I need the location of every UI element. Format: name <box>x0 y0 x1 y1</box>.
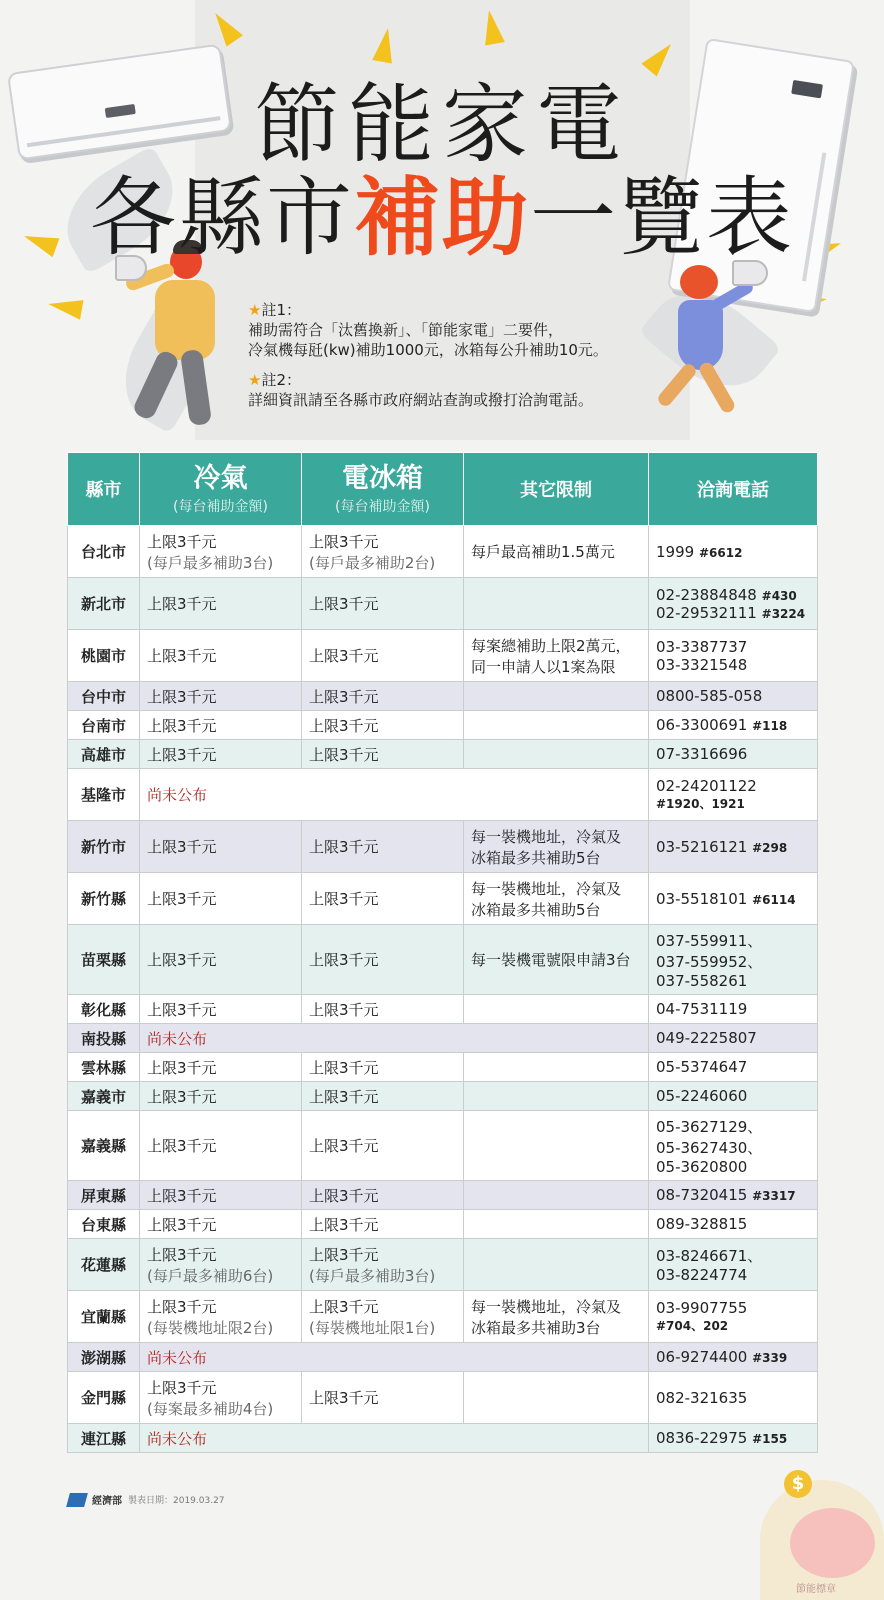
phone-cell <box>649 526 818 578</box>
ac-cell <box>140 682 302 711</box>
other-limit-cell <box>464 1111 649 1181</box>
phone-number: 06-3300691 <box>656 716 748 734</box>
table-row <box>68 821 818 873</box>
city-cell: 桃園市 <box>68 630 140 682</box>
ac-amount: 上限3千元 <box>147 595 217 613</box>
fridge-amount: 上限3千元 <box>309 647 379 665</box>
phone-number: 02-29532111 <box>656 603 757 622</box>
phone-extension: #6612 <box>698 545 743 560</box>
phone-number: 03-8224774 <box>656 1266 748 1284</box>
other-line: 同一申請人以1案為限 <box>471 657 616 676</box>
note1-line1: 補助需符合「汰舊換新」、「節能家電」二要件， <box>248 321 564 339</box>
header-phone: 洽詢電話 <box>649 453 818 526</box>
city-cell: 雲林縣 <box>68 1053 140 1082</box>
phone-extension: #6114 <box>752 892 796 907</box>
ac-amount: 上限3千元 <box>147 532 217 551</box>
footer <box>68 1492 225 1507</box>
city-cell: 台北市 <box>68 526 140 578</box>
phone-line <box>656 1348 810 1366</box>
ac-cell <box>140 1181 302 1210</box>
phone-cell <box>649 1111 818 1181</box>
phone-line <box>656 1266 810 1284</box>
star-icon: ★ <box>248 301 262 319</box>
ac-cell <box>140 995 302 1024</box>
phone-line <box>656 890 810 908</box>
phone-line <box>656 838 810 856</box>
phone-number: 05-3627129、 <box>656 1117 763 1136</box>
ac-cell <box>140 1111 302 1181</box>
phone-extension: #430 <box>761 588 797 603</box>
phone-line <box>656 1245 810 1266</box>
ac-cell <box>140 1239 302 1291</box>
phone-number: 0800-585-058 <box>656 687 763 705</box>
fridge-cell <box>302 821 464 873</box>
phone-extension: #1920、1921 <box>656 797 745 811</box>
phone-number: 082-321635 <box>656 1388 748 1407</box>
phone-cell <box>649 1291 818 1343</box>
header-fridge <box>302 453 464 526</box>
other-line: 冰箱最多共補助5台 <box>471 848 601 867</box>
energy-label-text: 節能標章 <box>796 1584 836 1595</box>
note2-label-row <box>248 370 608 390</box>
phone-number: 03-3321548 <box>656 655 748 674</box>
phone-number: 05-5374647 <box>656 1058 748 1076</box>
table-row <box>68 1239 818 1291</box>
phone-extension: #155 <box>752 1432 788 1446</box>
title-pre: 各縣市 <box>90 168 354 268</box>
ac-amount: 上限3千元 <box>147 1245 217 1264</box>
city-cell: 屏東縣 <box>68 1181 140 1210</box>
phone-extension: #704、202 <box>656 1319 729 1333</box>
table-row <box>68 711 818 740</box>
table-row <box>68 925 818 995</box>
phone-number: 07-3316696 <box>656 745 748 763</box>
phone-number: 089-328815 <box>656 1215 748 1233</box>
ac-amount: 上限3千元 <box>147 1137 217 1155</box>
other-limit-cell <box>464 630 649 682</box>
phone-number: 03-9907755 <box>656 1299 748 1317</box>
fridge-amount: 上限3千元 <box>309 1245 379 1264</box>
city-cell: 基隆市 <box>68 769 140 821</box>
fridge-cell <box>302 1239 464 1291</box>
other-line: 每戶最高補助1.5萬元 <box>471 543 615 561</box>
header-fridge-sub: (每台補助金額) <box>335 499 430 515</box>
phone-line <box>656 745 810 763</box>
fridge-cell <box>302 1372 464 1424</box>
other-line: 冰箱最多共補助5台 <box>471 900 601 919</box>
footer-org: 經濟部 <box>92 1496 122 1507</box>
phone-number: 05-2246060 <box>656 1087 748 1105</box>
note1-label: 註1： <box>261 301 301 319</box>
fridge-cell <box>302 1210 464 1239</box>
fridge-amount: 上限3千元 <box>309 745 379 764</box>
phone-number: 03-5518101 <box>656 889 748 908</box>
phone-number: 08-7320415 <box>656 1186 748 1204</box>
other-limit-cell <box>464 873 649 925</box>
phone-cell <box>649 1053 818 1082</box>
city-cell: 澎湖縣 <box>68 1343 140 1372</box>
fridge-cell <box>302 630 464 682</box>
phone-cell <box>649 682 818 711</box>
note1-line2: 冷氣機每瓩(kw)補助1000元，冰箱每公升補助10元。 <box>248 341 608 359</box>
phone-line <box>656 1000 810 1018</box>
phone-line <box>656 656 810 674</box>
header-fridge-label: 電冰箱 <box>342 463 423 494</box>
note2-label: 註2： <box>261 371 301 389</box>
phone-cell <box>649 1372 818 1424</box>
city-cell: 嘉義縣 <box>68 1111 140 1181</box>
fridge-amount: 上限3千元 <box>309 716 379 735</box>
lightning-icon <box>47 294 84 320</box>
other-limit-cell <box>464 711 649 740</box>
city-cell: 台南市 <box>68 711 140 740</box>
ministry-logo-icon <box>66 1493 88 1507</box>
city-cell: 連江縣 <box>68 1424 140 1453</box>
pending-cell: 尚未公布 <box>140 1024 649 1053</box>
ac-amount: 上限3千元 <box>147 647 217 665</box>
other-limit-cell <box>464 1239 649 1291</box>
fridge-amount: 上限3千元 <box>309 595 379 613</box>
phone-cell <box>649 1210 818 1239</box>
phone-line <box>656 1058 810 1076</box>
phone-number: 06-9274400 <box>656 1348 748 1366</box>
ac-cell <box>140 925 302 995</box>
other-line: 每一裝機地址，冷氣及 <box>471 1297 622 1316</box>
piggy-icon <box>790 1508 875 1578</box>
ac-amount: 上限3千元 <box>147 1215 217 1234</box>
fridge-amount: 上限3千元 <box>309 1186 379 1205</box>
phone-cell <box>649 578 818 630</box>
phone-line <box>656 930 810 951</box>
table-row <box>68 1424 818 1453</box>
other-limit-cell <box>464 1210 649 1239</box>
phone-line <box>656 687 810 705</box>
fridge-note: (每戶最多補助3台) <box>309 1266 436 1285</box>
ac-note: (每案最多補助4台) <box>147 1399 274 1418</box>
table-row <box>68 873 818 925</box>
fridge-amount: 上限3千元 <box>309 838 379 856</box>
title-highlight: 補助 <box>354 168 530 268</box>
table-row <box>68 1291 818 1343</box>
table-row <box>68 769 818 821</box>
ac-cell <box>140 821 302 873</box>
fridge-cell <box>302 1111 464 1181</box>
pending-cell: 尚未公布 <box>140 1343 649 1372</box>
footer-date: 製表日期：2019.03.27 <box>128 1496 225 1506</box>
fridge-amount: 上限3千元 <box>309 1297 379 1316</box>
phone-extension: #3224 <box>761 606 806 621</box>
table-row <box>68 1024 818 1053</box>
phone-extension: #118 <box>752 719 788 733</box>
fridge-cell <box>302 711 464 740</box>
other-line: 每一裝機地址，冷氣及 <box>471 879 622 898</box>
ac-cell <box>140 1372 302 1424</box>
table-row <box>68 1181 818 1210</box>
phone-cell <box>649 740 818 769</box>
phone-line <box>656 1389 810 1407</box>
ac-cell <box>140 1210 302 1239</box>
other-limit-cell <box>464 1372 649 1424</box>
ac-cell <box>140 1291 302 1343</box>
other-limit-cell <box>464 925 649 995</box>
phone-extension: #339 <box>752 1351 788 1365</box>
phone-cell <box>649 1181 818 1210</box>
fridge-cell <box>302 995 464 1024</box>
phone-line <box>656 951 810 972</box>
phone-line <box>656 638 810 656</box>
table-row <box>68 526 818 578</box>
table-row <box>68 630 818 682</box>
phone-extension: #3317 <box>752 1189 796 1203</box>
ac-amount: 上限3千元 <box>147 1000 217 1019</box>
coin-icon: $ <box>784 1470 812 1498</box>
fridge-cell <box>302 682 464 711</box>
pending-cell: 尚未公布 <box>140 1424 649 1453</box>
other-limit-cell <box>464 995 649 1024</box>
phone-line <box>656 972 810 990</box>
fridge-cell <box>302 1291 464 1343</box>
city-cell: 花蓮縣 <box>68 1239 140 1291</box>
ac-note: (每裝機地址限2台) <box>147 1318 274 1337</box>
city-cell: 台東縣 <box>68 1210 140 1239</box>
star-icon: ★ <box>248 371 262 389</box>
phone-number: 03-3387737 <box>656 637 748 656</box>
ac-cell <box>140 873 302 925</box>
ac-amount: 上限3千元 <box>147 1087 217 1106</box>
phone-number: 037-558261 <box>656 971 748 990</box>
other-limit-cell <box>464 682 649 711</box>
fridge-amount: 上限3千元 <box>309 1087 379 1106</box>
city-cell: 南投縣 <box>68 1024 140 1053</box>
other-limit-cell <box>464 526 649 578</box>
ac-amount: 上限3千元 <box>147 1378 217 1397</box>
other-limit-cell <box>464 1291 649 1343</box>
phone-number: 037-559911、 <box>656 931 763 950</box>
ac-amount: 上限3千元 <box>147 951 217 969</box>
subsidy-table <box>67 452 818 1453</box>
phone-cell <box>649 1239 818 1291</box>
fridge-cell <box>302 526 464 578</box>
fridge-amount: 上限3千元 <box>309 1058 379 1077</box>
fridge-cell <box>302 740 464 769</box>
phone-extension: #298 <box>752 840 788 855</box>
header-ac-sub: (每台補助金額) <box>173 499 268 515</box>
phone-number: 03-8246671、 <box>656 1247 763 1265</box>
note2-line1: 詳細資訊請至各縣市政府網站查詢或撥打洽詢電話。 <box>248 391 594 409</box>
fridge-amount: 上限3千元 <box>309 687 379 706</box>
header-city: 縣市 <box>68 453 140 526</box>
woman-illustration <box>640 255 770 425</box>
fridge-cell <box>302 1082 464 1111</box>
fridge-note: (每裝機地址限1台) <box>309 1318 436 1337</box>
table-row <box>68 578 818 630</box>
fridge-cell <box>302 873 464 925</box>
ac-cell <box>140 740 302 769</box>
phone-cell <box>649 925 818 995</box>
city-cell: 新北市 <box>68 578 140 630</box>
ac-note: (每戶最多補助3台) <box>147 553 274 572</box>
phone-line <box>656 1029 810 1047</box>
phone-line <box>656 1186 810 1204</box>
phone-number: 0836-22975 <box>656 1429 748 1447</box>
fridge-amount: 上限3千元 <box>309 1137 379 1155</box>
phone-number: 04-7531119 <box>656 1000 748 1018</box>
table-row <box>68 995 818 1024</box>
table-row <box>68 1082 818 1111</box>
city-cell: 新竹縣 <box>68 873 140 925</box>
phone-line <box>656 543 810 561</box>
table-row <box>68 1343 818 1372</box>
table-row <box>68 1210 818 1239</box>
header-ac <box>140 453 302 526</box>
page-title-line2 <box>0 148 884 272</box>
phone-line <box>656 586 810 604</box>
ac-amount: 上限3千元 <box>147 1186 217 1205</box>
piggy-bank-illustration <box>760 1440 884 1600</box>
other-line: 每案總補助上限2萬元， <box>471 636 631 655</box>
other-line: 冰箱最多共補助3台 <box>471 1318 601 1337</box>
fridge-amount: 上限3千元 <box>309 951 379 969</box>
city-cell: 嘉義市 <box>68 1082 140 1111</box>
phone-cell <box>649 1343 818 1372</box>
phone-number: 02-24201122 <box>656 777 757 795</box>
phone-line <box>656 1158 810 1176</box>
fridge-amount: 上限3千元 <box>309 532 379 551</box>
table-row <box>68 682 818 711</box>
phone-cell <box>649 630 818 682</box>
other-limit-cell <box>464 1181 649 1210</box>
phone-cell <box>649 995 818 1024</box>
other-limit-cell <box>464 578 649 630</box>
ac-cell <box>140 1053 302 1082</box>
table-row <box>68 740 818 769</box>
ac-cell <box>140 526 302 578</box>
city-cell: 宜蘭縣 <box>68 1291 140 1343</box>
fridge-cell <box>302 578 464 630</box>
fridge-cell <box>302 1181 464 1210</box>
phone-line <box>656 1116 810 1137</box>
pending-cell: 尚未公布 <box>140 769 649 821</box>
ac-amount: 上限3千元 <box>147 838 217 856</box>
ac-amount: 上限3千元 <box>147 745 217 764</box>
table-row <box>68 1053 818 1082</box>
phone-cell <box>649 711 818 740</box>
fridge-amount: 上限3千元 <box>309 890 379 908</box>
phone-number: 037-559952、 <box>656 952 763 971</box>
city-cell: 台中市 <box>68 682 140 711</box>
phone-number: 049-2225807 <box>656 1029 757 1047</box>
table-row <box>68 1372 818 1424</box>
phone-cell <box>649 769 818 821</box>
city-cell: 新竹市 <box>68 821 140 873</box>
other-limit-cell <box>464 740 649 769</box>
phone-line <box>656 1299 810 1317</box>
phone-cell <box>649 1024 818 1053</box>
page-title-line1: 節能家電 <box>254 75 630 175</box>
fridge-cell <box>302 925 464 995</box>
other-limit-cell <box>464 1053 649 1082</box>
notes-block <box>248 300 608 410</box>
ac-cell <box>140 711 302 740</box>
phone-number: 05-3620800 <box>656 1157 748 1176</box>
phone-line <box>656 604 810 622</box>
phone-line <box>656 1087 810 1105</box>
phone-number: 05-3627430、 <box>656 1138 763 1157</box>
phone-number: 03-5216121 <box>656 837 748 856</box>
phone-cell <box>649 1082 818 1111</box>
ac-amount: 上限3千元 <box>147 1297 217 1316</box>
phone-line <box>656 1215 810 1233</box>
city-cell: 金門縣 <box>68 1372 140 1424</box>
phone-cell <box>649 873 818 925</box>
city-cell: 高雄市 <box>68 740 140 769</box>
table-header-row <box>68 453 818 526</box>
title-post: 一覽表 <box>530 168 794 268</box>
ac-cell <box>140 578 302 630</box>
phone-line <box>656 1137 810 1158</box>
phone-line <box>656 777 810 795</box>
city-cell: 彰化縣 <box>68 995 140 1024</box>
other-limit-cell <box>464 1082 649 1111</box>
ac-note: (每戶最多補助6台) <box>147 1266 274 1285</box>
phone-line <box>656 716 810 734</box>
phone-cell <box>649 821 818 873</box>
note1-label-row <box>248 300 608 320</box>
fridge-note: (每戶最多補助2台) <box>309 553 436 572</box>
phone-number: 1999 <box>656 542 695 561</box>
ac-amount: 上限3千元 <box>147 716 217 735</box>
fridge-amount: 上限3千元 <box>309 1389 379 1407</box>
city-cell: 苗栗縣 <box>68 925 140 995</box>
ac-amount: 上限3千元 <box>147 687 217 706</box>
other-limit-cell <box>464 821 649 873</box>
fridge-amount: 上限3千元 <box>309 1215 379 1234</box>
ac-amount: 上限3千元 <box>147 890 217 908</box>
phone-number: 02-23884848 <box>656 585 757 604</box>
header-other: 其它限制 <box>464 453 649 526</box>
other-line: 每一裝機電號限申請3台 <box>471 951 631 969</box>
ac-amount: 上限3千元 <box>147 1058 217 1077</box>
fridge-amount: 上限3千元 <box>309 1000 379 1019</box>
other-line: 每一裝機地址，冷氣及 <box>471 827 622 846</box>
header-ac-label: 冷氣 <box>193 463 248 494</box>
table-row <box>68 1111 818 1181</box>
ac-cell <box>140 1082 302 1111</box>
ac-cell <box>140 630 302 682</box>
fridge-cell <box>302 1053 464 1082</box>
